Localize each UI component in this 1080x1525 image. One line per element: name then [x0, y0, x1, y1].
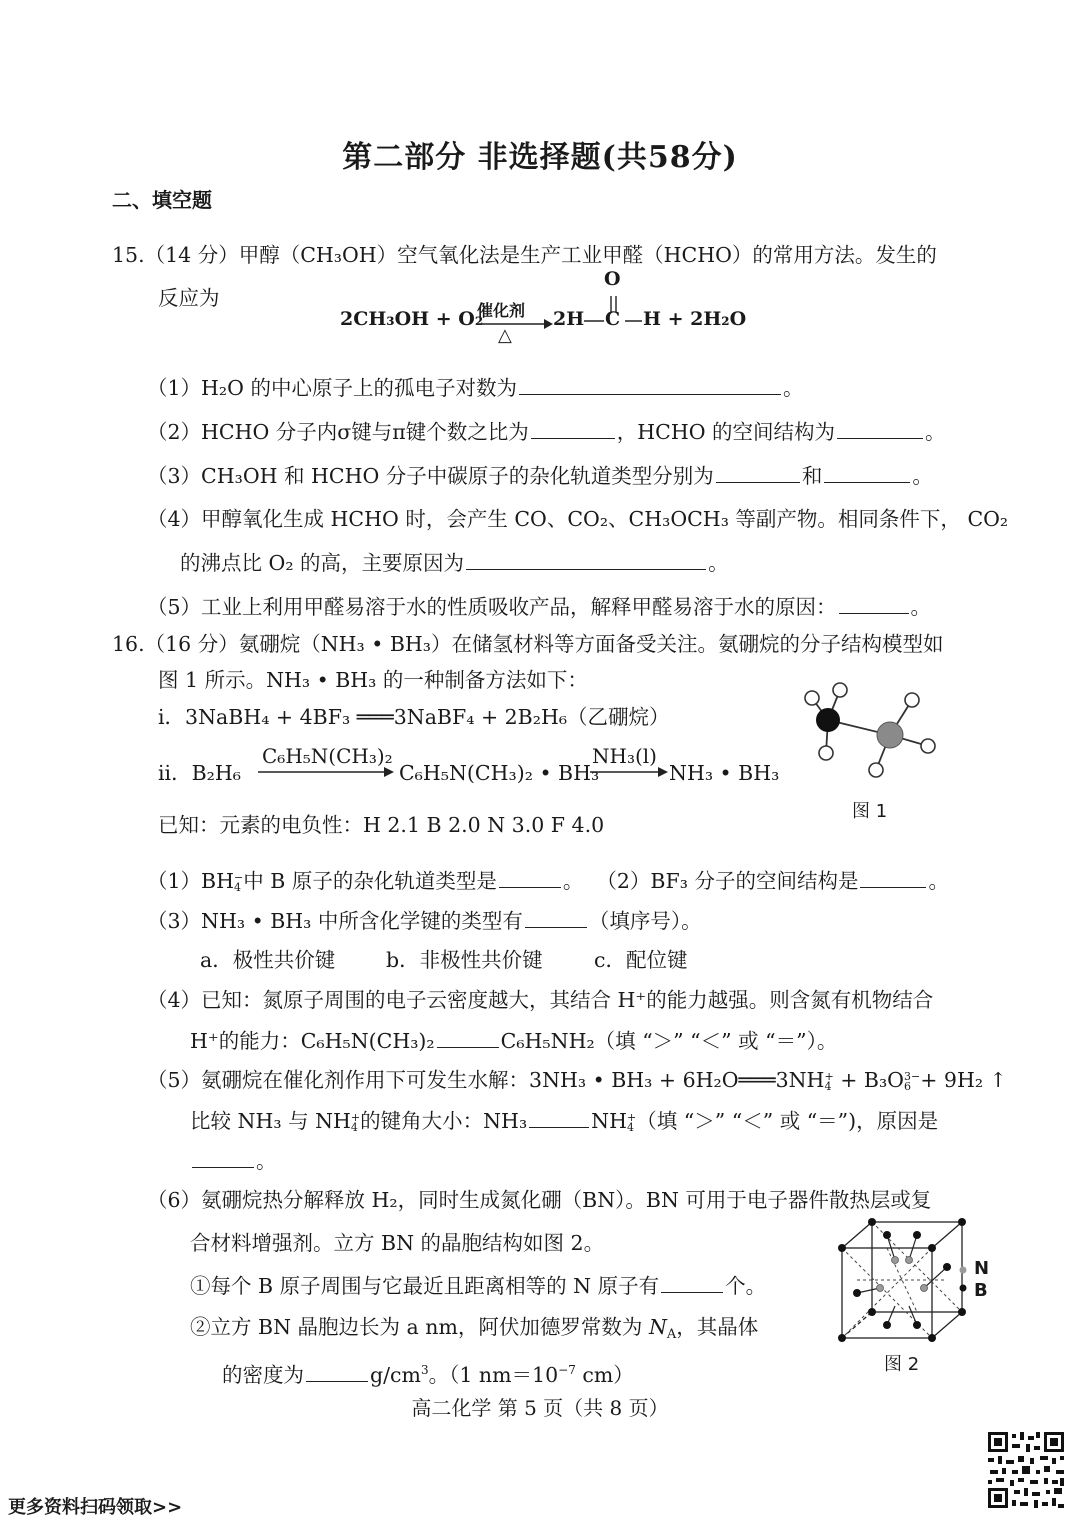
reaction-arrow-icon	[588, 766, 670, 778]
q16-option-c: c．配位键	[594, 948, 688, 972]
ammonia-borane-model-icon	[790, 680, 950, 790]
reaction-oxygen: O	[604, 268, 621, 290]
q15-sub1: （1）H₂O 的中心原子上的孤电子对数为 。	[147, 372, 803, 403]
reaction-reactants: 2CH₃OH + O₂	[340, 308, 484, 330]
legend-markers-icon	[958, 1264, 968, 1294]
q16-option-b: b．非极性共价键	[386, 948, 543, 972]
q16-sub4-line1: （4）已知：氮原子周围的电子云密度越大，其结合 H⁺的能力越强。则含氮有机物结合	[147, 988, 934, 1012]
answer-blank[interactable]	[306, 1359, 368, 1382]
answer-blank[interactable]	[529, 1105, 589, 1128]
answer-blank[interactable]	[860, 865, 926, 888]
q16-sub5-line2: 比较 NH₃ 与 NH + 4 的键角大小：NH₃ NH + 4 （填 “＞” “＜” 或 “＝”)，原因是	[190, 1105, 938, 1136]
legend-b: B	[974, 1280, 988, 1301]
cubic-bn-unit-cell-icon	[832, 1218, 972, 1348]
reaction-product-rest: H + 2H₂O	[643, 308, 747, 330]
q16-sub6-part2-line2: 的密度为 $g/cm^3$。（1 $nm=10^{-7}$ cm）	[222, 1355, 634, 1390]
legend-n: N	[974, 1258, 990, 1279]
q16-intermediate: C₆H₅N(CH₃)₂ • BH₃	[399, 761, 600, 785]
reaction-carbon: C	[605, 308, 621, 330]
answer-blank[interactable]	[192, 1145, 254, 1168]
figure-1-caption: 图 1	[852, 801, 888, 822]
q16-sub5-line1: （5）氨硼烷在催化剂作用下可发生水解：3NH₃ • BH₃ + 6H₂O═══3NH + 4 + B₃O 3− 6 + 9H₂ ↑	[147, 1068, 1007, 1093]
q16-sub3: （3）NH₃ • BH₃ 中所含化学键的类型有 （填序号）。	[147, 905, 702, 936]
reaction-catalyst: 催化剂	[477, 301, 526, 320]
answer-blank[interactable]	[824, 460, 910, 483]
answer-blank[interactable]	[839, 591, 909, 614]
q15-sub5: （5）工业上利用甲醛易溶于水的性质吸收产品，解释甲醛易溶于水的原因： 。	[147, 591, 931, 622]
answer-blank[interactable]	[519, 372, 781, 395]
answer-blank[interactable]	[531, 416, 615, 439]
q16-reagent-2: NH₃(l)	[592, 744, 657, 768]
q16-equation-ii-start: ii．B₂H₆	[158, 761, 241, 785]
q16-equation-i: i．3NaBH₄ + 4BF₃ ═══3NaBF₄ + 2B₂H₆（乙硼烷）	[158, 705, 670, 729]
section-heading: 二、填空题	[112, 188, 212, 212]
q15-intro-line2: 反应为	[158, 286, 220, 310]
q15-sub2: （2）HCHO 分子内σ键与π键个数之比为 ，HCHO 的空间结构为 。	[147, 416, 946, 447]
q16-sub4-line2: H⁺的能力：C₆H₅N(CH₃)₂ C₆H₅NH₂（填 “＞” “＜” 或 “＝”）。	[190, 1025, 837, 1056]
q16-sub5-line3: 。	[190, 1145, 277, 1176]
q15-sub3: （3）CH₃OH 和 HCHO 分子中碳原子的杂化轨道类型分别为 和 。	[147, 460, 933, 491]
q15-intro-line1: 15.（14 分）甲醇（CH₃OH）空气氧化法是生产工业甲醛（HCHO）的常用方法。发生的	[112, 243, 937, 267]
reaction-arrow-icon	[256, 766, 396, 778]
q16-sub6-part1: ①每个 B 原子周围与它最近且距离相等的 N 原子有 个。	[190, 1270, 766, 1301]
page-title: 第二部分 非选择题(共58分)	[342, 140, 738, 175]
reaction-arrow-icon	[474, 318, 554, 330]
answer-blank[interactable]	[716, 460, 800, 483]
q16-sub6-line2: 合材料增强剂。立方 BN 的晶胞结构如图 2。	[190, 1231, 605, 1255]
answer-blank[interactable]	[466, 547, 706, 570]
answer-blank[interactable]	[837, 416, 923, 439]
page-footer: 高二化学 第 5 页（共 8 页）	[411, 1396, 669, 1420]
q16-intro-line2: 图 1 所示。NH₃ • BH₃ 的一种制备方法如下：	[158, 668, 588, 692]
q16-sub6-part2: ②立方 BN 晶胞边长为 a nm，阿伏加德罗常数为 $N_A$，其晶体	[190, 1315, 759, 1342]
q15-sub4-line1: （4）甲醇氧化生成 HCHO 时，会产生 CO、CO₂、CH₃OCH₃ 等副产物。相同条件下， CO₂	[147, 507, 1009, 531]
reaction-heat: △	[498, 325, 512, 346]
q16-sub6-line1: （6）氨硼烷热分解释放 H₂，同时生成氮化硼（BN）。BN 可用于电子器件散热层或复	[147, 1188, 932, 1212]
more-resources-link[interactable]: 更多资料扫码领取>>	[8, 1497, 183, 1518]
answer-blank[interactable]	[525, 905, 587, 928]
q16-sub1-2: （1）BH − 4 中 B 原子的杂化轨道类型是 。 （2）BF₃ 分子的空间结构是 。	[147, 865, 949, 896]
answer-blank[interactable]	[661, 1270, 723, 1293]
answer-blank[interactable]	[437, 1025, 499, 1048]
reaction-product-h: 2H	[553, 308, 585, 330]
q15-sub4-line2: 的沸点比 O₂ 的高，主要原因为 。	[180, 547, 729, 578]
answer-blank[interactable]	[499, 865, 561, 888]
figure-2-caption: 图 2	[884, 1354, 920, 1375]
q16-electronegativity: 已知：元素的电负性：H 2.1 B 2.0 N 3.0 F 4.0	[158, 813, 605, 837]
q16-intro-line1: 16.（16 分）氨硼烷（NH₃ • BH₃）在储氢材料等方面备受关注。氨硼烷的分子结构模型如	[112, 632, 944, 656]
q16-product: NH₃ • BH₃	[669, 761, 780, 785]
q16-option-a: a．极性共价键	[200, 948, 336, 972]
qr-code-icon[interactable]	[986, 1430, 1066, 1510]
q16-reagent-1: C₆H₅N(CH₃)₂	[262, 744, 393, 768]
